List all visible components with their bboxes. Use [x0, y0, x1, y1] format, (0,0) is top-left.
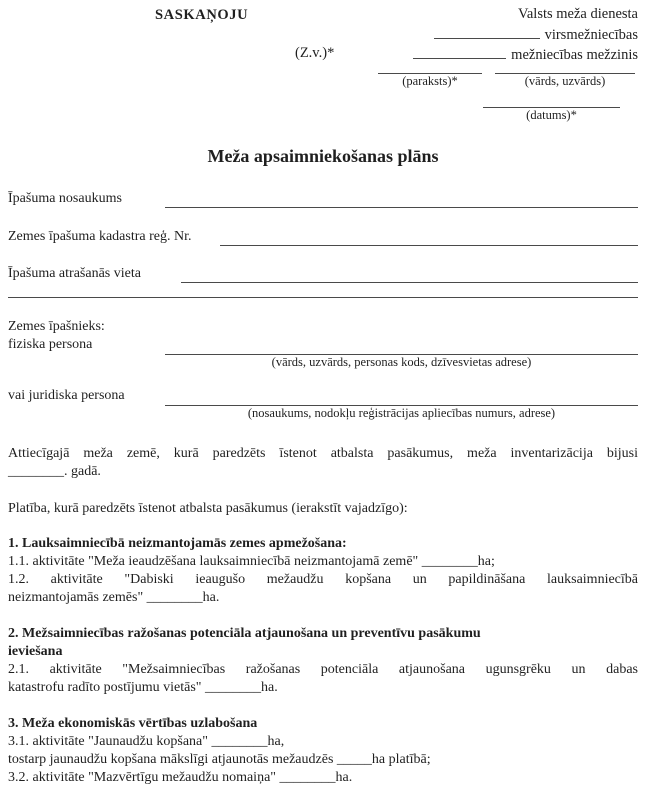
signature-field [378, 59, 482, 89]
legal-person-field [165, 387, 638, 421]
section-2-heading-line-2: ieviešana [8, 644, 63, 659]
area-intro: Platība, kurā paredzēts īstenot atbalsta pasākumus (ierakstīt vajadzīgo): [8, 501, 408, 516]
approver-block [413, 5, 638, 66]
physical-person-caption: (vārds, uzvārds, personas kods, dzīvesvietas adrese) [271, 355, 532, 369]
section-3-heading: 3. Meža ekonomiskās vērtības uzlabošana [8, 716, 258, 731]
forestry-suffix: mežniecības mežzinis [511, 47, 638, 63]
section-economic-value [8, 715, 638, 787]
section-2-line-1: 2.1. aktivitāte "Mežsaimniecības ražošanas potenciāla atjaunošana ugunsgrēku un dabas [8, 662, 638, 677]
district-row [413, 25, 638, 46]
location-row [8, 265, 638, 283]
approval-header [8, 0, 638, 130]
seal-label: (Z.v.)* [295, 45, 335, 61]
inventory-paragraph [8, 445, 638, 481]
section-1-line-1: 1.1. aktivitāte "Meža ieaudzēšana lauksaimniecībā neizmantojamā zemē" ________ha; [8, 554, 495, 569]
section-1-heading: 1. Lauksaimniecībā neizmantojamās zemes apmežošana: [8, 536, 347, 551]
date-field [483, 93, 620, 123]
location-label: Īpašuma atrašanās vieta [8, 266, 141, 281]
property-name-line [165, 190, 638, 208]
section-1-line-3: neizmantojamās zemēs" ________ha. [8, 590, 220, 605]
document-title: Meža apsaimniekošanas plāns [207, 146, 439, 166]
location-line [181, 265, 638, 283]
forestry-blank-line [413, 45, 506, 59]
section-2-heading-line-1: 2. Mežsaimniecības ražošanas potenciāla atjaunošana un preventīvu pasākumu [8, 626, 481, 641]
property-name-label: Īpašuma nosaukums [8, 191, 122, 206]
signature-caption: (paraksts)* [402, 74, 458, 88]
district-blank-line [434, 25, 540, 39]
cadastre-row [8, 228, 638, 246]
name-caption: (vārds, uzvārds) [524, 74, 606, 88]
section-3-line-2: tostarp jaunaudžu kopšana mākslīgi atjaunotās mežaudzēs _____ha platībā; [8, 752, 431, 767]
section-3-line-1: 3.1. aktivitāte "Jaunaudžu kopšana" ________ha, [8, 734, 285, 749]
cadastre-line [220, 228, 639, 246]
section-2-line-2: katastrofu radīto postījumu vietās" ________ha. [8, 680, 278, 695]
name-field [495, 59, 635, 89]
date-caption: (datums)* [526, 108, 577, 122]
owner-label: Zemes īpašnieks: [8, 319, 105, 334]
section-1-line-2: 1.2. aktivitāte "Dabiski ieaugušo mežaudžu kopšana un papildināšana lauksaimniecībā [8, 572, 638, 587]
physical-person-field [165, 336, 638, 370]
inventory-line-2: ________. gadā. [8, 464, 101, 479]
section-restoration [8, 625, 638, 697]
legal-person-row [8, 387, 638, 421]
physical-person-row [8, 336, 638, 370]
inventory-line-1: Attiecīgajā meža zemē, kurā paredzēts īstenot atbalsta pasākumus, meža inventarizācija bijusi [8, 446, 638, 461]
name-line [495, 59, 635, 74]
legal-person-label: vai juridiska persona [8, 388, 125, 403]
section-divider [8, 297, 638, 298]
district-suffix: virsmežniecības [544, 26, 638, 43]
section-3-line-3: 3.2. aktivitāte "Mazvērtīgu mežaudžu nomaiņa" ________ha. [8, 770, 353, 785]
approval-label: SASKAŅOJU [155, 7, 249, 23]
approver-org: Valsts meža dienesta [518, 6, 638, 22]
cadastre-label: Zemes īpašuma kadastra reģ. Nr. [8, 229, 192, 244]
physical-person-line [165, 336, 638, 355]
property-name-row [8, 190, 638, 208]
legal-person-line [165, 387, 638, 406]
legal-person-caption: (nosaukums, nodokļu reģistrācijas apliecības numurs, adrese) [247, 406, 556, 420]
date-line [483, 93, 620, 108]
signature-line [378, 59, 482, 74]
physical-person-label: fiziska persona [8, 337, 93, 352]
section-afforestation [8, 535, 638, 607]
